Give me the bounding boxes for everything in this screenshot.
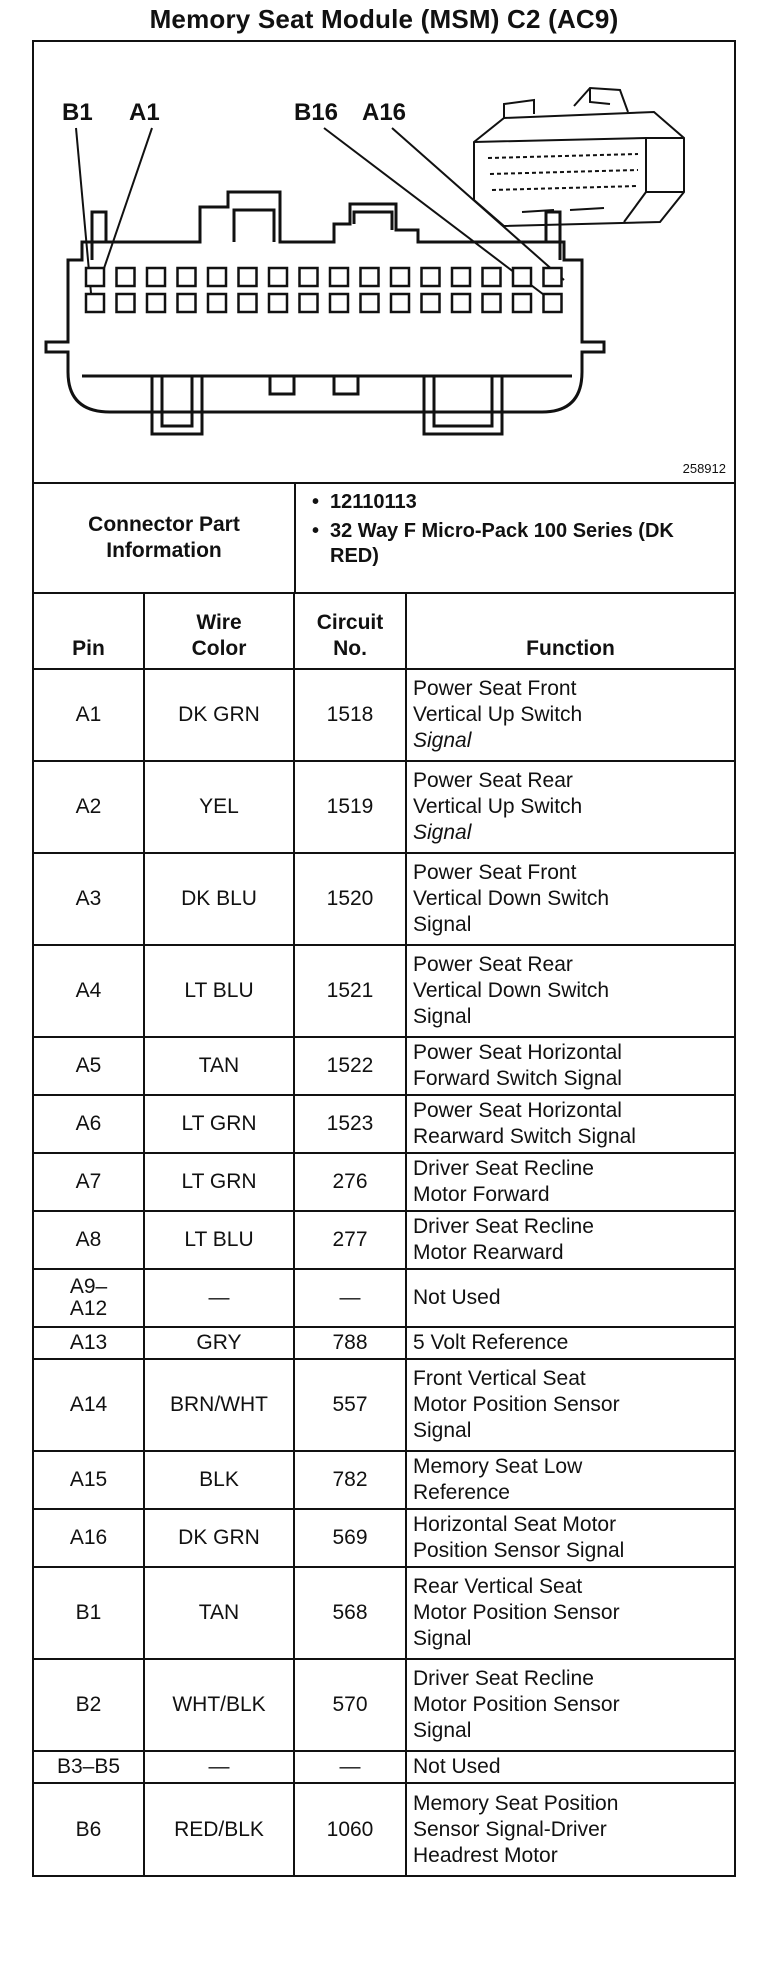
function-line: Driver Seat Recline (413, 1215, 594, 1238)
function-line: Vertical Up Switch (413, 795, 583, 818)
table-row (34, 1509, 734, 1567)
figure-id: 258912 (682, 461, 726, 476)
pin-cavity (147, 294, 165, 312)
pin-cavity (452, 294, 470, 312)
header-pin: Pin (34, 594, 144, 669)
function-line: Not Used (413, 1286, 501, 1309)
function-line: Vertical Up Switch (413, 703, 583, 726)
table-row (34, 1451, 734, 1509)
function-line: Signal (413, 1419, 472, 1442)
function-line: Position Sensor Signal (413, 1539, 625, 1562)
pin-cavity (330, 294, 348, 312)
pin-cavity (330, 268, 348, 286)
function-line: Vertical Down Switch (413, 887, 610, 910)
pin-cell: B3–B5 (34, 1751, 144, 1783)
pin-cell: A16 (34, 1509, 144, 1567)
function-line: Memory Seat Position (413, 1791, 619, 1815)
function-line: Driver Seat Recline (413, 1157, 594, 1180)
pin-cavities (86, 268, 562, 312)
function-line: Forward Switch Signal (413, 1067, 622, 1090)
pin-cavity (483, 268, 501, 286)
pin-cavity (239, 294, 257, 312)
circuit-cell: 569 (294, 1509, 406, 1567)
circuit-cell: 1518 (294, 669, 406, 761)
circuit-cell: 1522 (294, 1037, 406, 1095)
function-line: Signal (413, 1719, 472, 1742)
function-cell (406, 1269, 734, 1327)
connector-sheet (32, 40, 736, 1877)
pin-cavity (239, 268, 257, 286)
circuit-cell: 788 (294, 1327, 406, 1359)
circuit-cell: 782 (294, 1451, 406, 1509)
table-row (34, 1659, 734, 1751)
wire-color-cell: — (144, 1269, 294, 1327)
pin-cavity (300, 268, 318, 286)
table-row (34, 1567, 734, 1659)
function-cell (406, 1095, 734, 1153)
pin-table (34, 594, 734, 1875)
function-cell (406, 853, 734, 945)
pin-cavity (361, 294, 379, 312)
pin-cavity (544, 294, 562, 312)
pin-cavity (178, 268, 196, 286)
page-title: Memory Seat Module (MSM) C2 (AC9) (149, 4, 619, 34)
function-cell (406, 761, 734, 853)
circuit-cell: 557 (294, 1359, 406, 1451)
pin-cell: A13 (34, 1327, 144, 1359)
label-b1: B1 (62, 99, 93, 126)
pin-cell: B2 (34, 1659, 144, 1751)
table-row (34, 761, 734, 853)
table-row (34, 1269, 734, 1327)
function-line: Rear Vertical Seat (413, 1575, 583, 1598)
pin-cell: B1 (34, 1567, 144, 1659)
label-b16: B16 (294, 99, 339, 126)
circuit-cell: 1523 (294, 1095, 406, 1153)
pin-cell: A1 (34, 669, 144, 761)
label-a16: A16 (362, 99, 407, 126)
function-line: Signal (413, 913, 472, 936)
connector-3d-icon (474, 88, 684, 226)
connector-part-number: • 12110113 (308, 490, 722, 515)
function-cell (406, 1153, 734, 1211)
pin-cavity (483, 294, 501, 312)
table-row (34, 1153, 734, 1211)
table-row (34, 1037, 734, 1095)
wire-color-cell: TAN (144, 1567, 294, 1659)
pin-cavity (86, 268, 104, 286)
header-wire-color (144, 594, 294, 669)
pin-cavity (422, 294, 440, 312)
pin-cavity (513, 294, 531, 312)
pin-cavity (117, 294, 135, 312)
pin-table-header (34, 594, 734, 669)
pin-cell: A8 (34, 1211, 144, 1269)
wire-color-cell: YEL (144, 761, 294, 853)
function-line: Reference (413, 1481, 510, 1504)
function-cell (406, 945, 734, 1037)
circuit-cell: 1521 (294, 945, 406, 1037)
pin-cavity (391, 268, 409, 286)
table-row (34, 945, 734, 1037)
function-cell (406, 1509, 734, 1567)
function-line: Signal (413, 1005, 472, 1028)
table-row (34, 1359, 734, 1451)
circuit-cell: 276 (294, 1153, 406, 1211)
pin-cavity (208, 294, 226, 312)
pin-cell: A15 (34, 1451, 144, 1509)
wire-color-cell: BRN/WHT (144, 1359, 294, 1451)
pin-cavity (391, 294, 409, 312)
pin-cell: A4 (34, 945, 144, 1037)
function-line: Rearward Switch Signal (413, 1125, 636, 1148)
wire-color-cell: DK GRN (144, 1509, 294, 1567)
table-row (34, 1751, 734, 1783)
function-line: Signal (413, 1627, 472, 1650)
wire-color-cell: TAN (144, 1037, 294, 1095)
function-cell (406, 1327, 734, 1359)
function-line: Signal (413, 821, 472, 844)
pin-cell: A9– A12 (34, 1269, 144, 1327)
wire-color-cell: LT GRN (144, 1153, 294, 1211)
function-cell (406, 1783, 734, 1875)
pin-cell: A7 (34, 1153, 144, 1211)
function-cell (406, 1037, 734, 1095)
pin-cell: B6 (34, 1783, 144, 1875)
pin-cavity (269, 294, 287, 312)
wire-color-cell: GRY (144, 1327, 294, 1359)
pin-cavity (86, 294, 104, 312)
connector-info (34, 484, 734, 594)
pin-cell: A14 (34, 1359, 144, 1451)
pin-cavity (513, 268, 531, 286)
function-line: 5 Volt Reference (413, 1331, 569, 1354)
function-line: Motor Position Sensor (413, 1393, 620, 1416)
pin-cavity (452, 268, 470, 286)
header-circuit (294, 594, 406, 669)
table-row (34, 1211, 734, 1269)
wire-color-cell: DK BLU (144, 853, 294, 945)
pin-cell: A2 (34, 761, 144, 853)
function-line: Headrest Motor (413, 1843, 558, 1867)
header-function: Function (406, 594, 734, 669)
function-line: Horizontal Seat Motor (413, 1513, 617, 1536)
pin-cavity (361, 268, 379, 286)
function-line: Vertical Down Switch (413, 979, 610, 1002)
wire-color-cell: LT BLU (144, 945, 294, 1037)
label-a1: A1 (129, 99, 160, 126)
function-line: Motor Position Sensor (413, 1601, 620, 1624)
circuit-cell: 1060 (294, 1783, 406, 1875)
wire-color-cell: LT GRN (144, 1095, 294, 1153)
function-line: Driver Seat Recline (413, 1667, 594, 1690)
function-cell (406, 669, 734, 761)
pin-cell: A6 (34, 1095, 144, 1153)
function-line: Motor Rearward (413, 1241, 564, 1264)
table-row (34, 1783, 734, 1875)
circuit-cell: — (294, 1751, 406, 1783)
function-line: Power Seat Horizontal (413, 1041, 622, 1064)
connector-drawing (34, 42, 734, 482)
pin-cavity (147, 268, 165, 286)
pin-cavity (422, 268, 440, 286)
wire-color-cell: — (144, 1751, 294, 1783)
circuit-cell: 1520 (294, 853, 406, 945)
header-wire-color-text: Wire Color (191, 611, 247, 660)
function-cell (406, 1751, 734, 1783)
function-cell (406, 1451, 734, 1509)
pin-cavity (544, 268, 562, 286)
function-line: Power Seat Rear (413, 953, 573, 976)
function-line: Motor Position Sensor (413, 1693, 620, 1716)
table-row (34, 853, 734, 945)
function-line: Power Seat Front (413, 861, 577, 884)
connector-diagram (34, 42, 734, 484)
circuit-cell: 1519 (294, 761, 406, 853)
function-line: Power Seat Front (413, 677, 577, 700)
function-line: Power Seat Rear (413, 769, 573, 792)
pin-cavity (117, 268, 135, 286)
wire-color-cell: WHT/BLK (144, 1659, 294, 1751)
circuit-cell: 277 (294, 1211, 406, 1269)
function-line: Signal (413, 729, 472, 752)
wire-color-cell: RED/BLK (144, 1783, 294, 1875)
wire-color-cell: LT BLU (144, 1211, 294, 1269)
connector-info-label: Connector Part Information (34, 484, 296, 592)
pin-cavity (178, 294, 196, 312)
table-row (34, 669, 734, 761)
function-line: Power Seat Horizontal (413, 1099, 622, 1122)
table-row (34, 1327, 734, 1359)
header-circuit-text: Circuit No. (316, 611, 384, 660)
circuit-cell: 570 (294, 1659, 406, 1751)
wire-color-cell: BLK (144, 1451, 294, 1509)
circuit-cell: 568 (294, 1567, 406, 1659)
pin-cavity (300, 294, 318, 312)
circuit-cell: — (294, 1269, 406, 1327)
function-line: Memory Seat Low (413, 1455, 583, 1478)
function-line: Sensor Signal-Driver (413, 1817, 607, 1841)
function-line: Front Vertical Seat (413, 1367, 586, 1390)
pin-cell: A5 (34, 1037, 144, 1095)
function-line: Motor Forward (413, 1183, 550, 1206)
wire-color-cell: DK GRN (144, 669, 294, 761)
pin-cavity (269, 268, 287, 286)
pin-cell: A3 (34, 853, 144, 945)
connector-type: • 32 Way F Micro-Pack 100 Series (DK RED) (308, 519, 722, 569)
function-cell (406, 1659, 734, 1751)
function-cell (406, 1211, 734, 1269)
function-line: Not Used (413, 1755, 501, 1778)
table-row (34, 1095, 734, 1153)
function-cell (406, 1359, 734, 1451)
function-cell (406, 1567, 734, 1659)
connector-info-values (296, 484, 734, 592)
pin-cavity (208, 268, 226, 286)
